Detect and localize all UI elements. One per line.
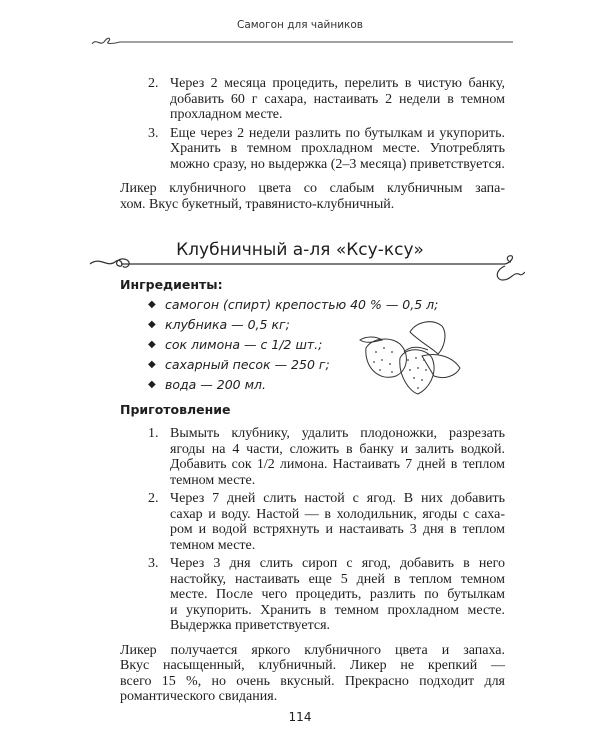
header-rule-ornament bbox=[90, 30, 515, 50]
bullet-icon: ◆ bbox=[148, 379, 156, 390]
paragraph-line: Ликер клубничного цвета со слабым клубничным запа- bbox=[120, 181, 505, 196]
ingredient-item: вода — 200 мл. bbox=[165, 377, 266, 392]
page-number: 114 bbox=[288, 710, 312, 724]
bullet-icon: ◆ bbox=[148, 339, 156, 350]
step-line: можно сразу, но выдержка (2–3 месяца) приветствуется. bbox=[170, 156, 505, 172]
paragraph-line: Ликер получается яркого клубничного цвета и запаха. bbox=[120, 642, 505, 658]
ingredients-heading: Ингредиенты: bbox=[120, 277, 223, 292]
recipe-title: Клубничный а-ля «Ксу-ксу» bbox=[176, 240, 424, 260]
ingredient-item: сахарный песок — 250 г; bbox=[165, 357, 330, 372]
step-line: темном месте. bbox=[170, 472, 256, 488]
step-number: 2. bbox=[148, 76, 159, 91]
step-line: темном месте. bbox=[170, 537, 256, 553]
bullet-icon: ◆ bbox=[148, 299, 156, 310]
bullet-icon: ◆ bbox=[148, 359, 156, 370]
step-line: Добавить сок 1/2 лимона. Настаивать 7 дней в теплом bbox=[170, 457, 505, 472]
step-line: Выдержка приветствуется. bbox=[170, 618, 331, 633]
ingredient-item: сок лимона — с 1/2 шт.; bbox=[165, 337, 323, 352]
step-number: 3. bbox=[148, 125, 159, 141]
step-number: 1. bbox=[148, 426, 159, 441]
running-header: Самогон для чайников bbox=[237, 19, 363, 31]
bullet-icon: ◆ bbox=[148, 319, 156, 330]
paragraph-line: романтического свидания. bbox=[120, 689, 278, 704]
step-line: Хранить в темном прохладном месте. Употреблять bbox=[170, 141, 505, 156]
step-line: прохладном месте. bbox=[170, 107, 283, 122]
step-line: ягоды на 4 части, сложить в банку и залить водкой. bbox=[170, 441, 505, 457]
step-line: добавить 60 г сахара, настаивать 2 недели в темном bbox=[170, 91, 505, 107]
preparation-heading: Приготовление bbox=[120, 402, 231, 417]
step-line: Через 7 дней слить настой с ягод. В них добавить bbox=[170, 491, 505, 506]
step-line: ром и водой встряхнуть и настаивать 3 дня в теплом bbox=[170, 522, 505, 537]
step-line: Еще через 2 недели разлить по бутылкам и укупорить. bbox=[170, 125, 505, 141]
step-number: 2. bbox=[148, 491, 159, 506]
step-line: настойку, настаивать еще 5 дней в теплом темном bbox=[170, 571, 505, 587]
ingredient-item: самогон (спирт) крепостью 40 % — 0,5 л; bbox=[165, 297, 439, 312]
step-line: и укупорить. Хранить в темном прохладном месте. bbox=[170, 602, 505, 618]
paragraph-line: всего 15 %, но очень вкусный. Прекрасно подходит для bbox=[120, 673, 505, 689]
paragraph-line: хом. Вкус букетный, травянисто-клубничный. bbox=[120, 196, 395, 212]
ingredient-item: клубника — 0,5 кг; bbox=[165, 317, 290, 332]
step-line: Вымыть клубнику, удалить плодоножки, разрезать bbox=[170, 426, 505, 441]
step-line: сахар и воду. Настой — в холодильник, ягоды с саха- bbox=[170, 506, 505, 522]
step-line: Через 2 месяца процедить, перелить в чистую банку, bbox=[170, 76, 505, 91]
step-line: Через 3 дня слить сироп с ягод, добавить в него bbox=[170, 556, 505, 571]
step-number: 3. bbox=[148, 556, 159, 571]
paragraph-line: Вкус насыщенный, клубничный. Ликер не крепкий — bbox=[120, 658, 505, 673]
step-line: месте. После чего процедить, разлить по бутылкам bbox=[170, 587, 505, 602]
strawberry-illustration bbox=[352, 318, 472, 398]
